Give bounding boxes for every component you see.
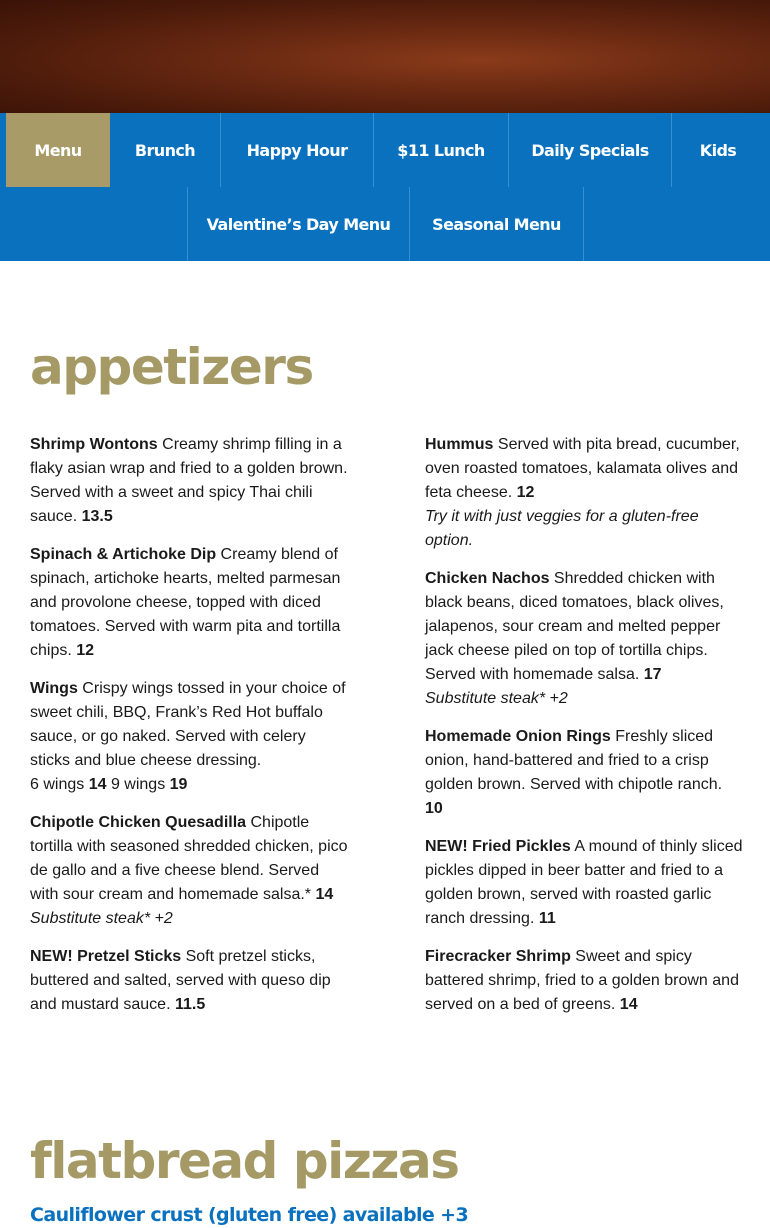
item-name: NEW! Fried Pickles <box>425 838 571 855</box>
item-name: Hummus <box>425 436 494 453</box>
item-price: 13.5 <box>81 508 113 525</box>
item-name: Chicken Nachos <box>425 570 550 587</box>
item-desc: Sweet and spicy battered shrimp, fried to a golden brown and served on a bed of greens. <box>425 948 739 1013</box>
nav-row-1 <box>6 113 764 187</box>
item-price: 19 <box>169 776 188 793</box>
item-price: 11 <box>538 910 556 927</box>
tab-happy-hour[interactable]: Happy Hour <box>221 113 374 187</box>
menu-item <box>30 543 348 663</box>
item-name: Homemade Onion Rings <box>425 728 611 745</box>
menu-item <box>425 433 743 553</box>
item-desc: A mound of thinly sliced pickles dipped in beer batter and fried to a golden brown, served with roasted garlic ranch dressing. <box>425 838 743 927</box>
item-name: Chipotle Chicken Quesadilla <box>30 814 247 831</box>
item-price: 14 <box>619 996 638 1013</box>
item-name: Firecracker Shrimp <box>425 948 571 965</box>
item-price: 12 <box>516 484 535 501</box>
item-desc: Creamy blend of spinach, artichoke hearts, melted parmesan and provolone cheese, topped with diced tomatoes. Served with warm pita and tortilla chips. <box>30 546 341 659</box>
tab-seasonal-menu[interactable]: Seasonal Menu <box>409 187 584 261</box>
cauliflower-crust-note: Cauliflower crust (gluten free) available +3 <box>30 1204 469 1226</box>
item-note: Try it with just veggies for a gluten-free option. <box>425 508 699 549</box>
appetizers-left-column <box>30 433 348 1031</box>
menu-item <box>30 433 348 529</box>
item-desc: Chipotle tortilla with seasoned shredded chicken, pico de gallo and a five cheese blend. Served with sour cream and homemade salsa.* <box>30 814 348 903</box>
item-price: 12 <box>76 642 95 659</box>
item-price: 14 <box>315 886 334 903</box>
item-desc: Freshly sliced onion, hand-battered and fried to a crisp golden brown. Served with chipotle ranch. <box>425 728 723 793</box>
nav-row-2 <box>187 187 584 261</box>
item-price: 17 <box>643 666 662 683</box>
menu-item <box>425 567 743 711</box>
item-note: Substitute steak* +2 <box>425 690 568 707</box>
size-label: 6 wings <box>30 776 89 793</box>
item-name: Wings <box>30 680 78 697</box>
item-desc: Creamy shrimp filling in a flaky asian wrap and fried to a golden brown. Served with a sweet and spicy Thai chili sauce. <box>30 436 348 525</box>
menu-item <box>425 945 743 1017</box>
item-price: 11.5 <box>174 996 206 1013</box>
tab-menu[interactable]: Menu <box>6 113 110 187</box>
item-name: Shrimp Wontons <box>30 436 158 453</box>
appetizers-heading: appetizers <box>30 338 313 396</box>
tab-kids[interactable]: Kids <box>699 140 737 160</box>
menu-item <box>425 725 743 821</box>
menu-nav <box>0 113 770 261</box>
item-desc: Soft pretzel sticks, buttered and salted, served with queso dip and mustard sauce. <box>30 948 331 1013</box>
item-price: 14 <box>88 776 107 793</box>
menu-item <box>30 677 348 797</box>
item-price: 10 <box>425 800 443 817</box>
tab-valentines-menu[interactable]: Valentine’s Day Menu <box>187 187 409 261</box>
item-note: Substitute steak* +2 <box>30 910 173 927</box>
menu-item <box>30 945 348 1017</box>
item-name: Spinach & Artichoke Dip <box>30 546 217 563</box>
tab-brunch[interactable]: Brunch <box>110 113 221 187</box>
item-name: NEW! Pretzel Sticks <box>30 948 182 965</box>
item-desc: Served with pita bread, cucumber, oven roasted tomatoes, kalamata olives and feta cheese. <box>425 436 740 501</box>
menu-item <box>30 811 348 931</box>
tab-11-lunch[interactable]: $11 Lunch <box>374 113 509 187</box>
size-label: 9 wings <box>106 776 170 793</box>
menu-item <box>425 835 743 931</box>
appetizers-right-column <box>425 433 743 1031</box>
flatbread-heading: flatbread pizzas <box>30 1132 459 1190</box>
tab-daily-specials[interactable]: Daily Specials <box>509 113 672 187</box>
hero-banner <box>0 0 770 113</box>
item-desc: Crispy wings tossed in your choice of sweet chili, BBQ, Frank’s Red Hot buffalo sauce, or go naked. Served with celery sticks and blue cheese dressing. <box>30 680 346 769</box>
item-desc: Shredded chicken with black beans, diced tomatoes, black olives, jalapenos, sour cream and melted pepper jack cheese piled on top of tortilla chips. Served with homemade salsa. <box>425 570 724 683</box>
